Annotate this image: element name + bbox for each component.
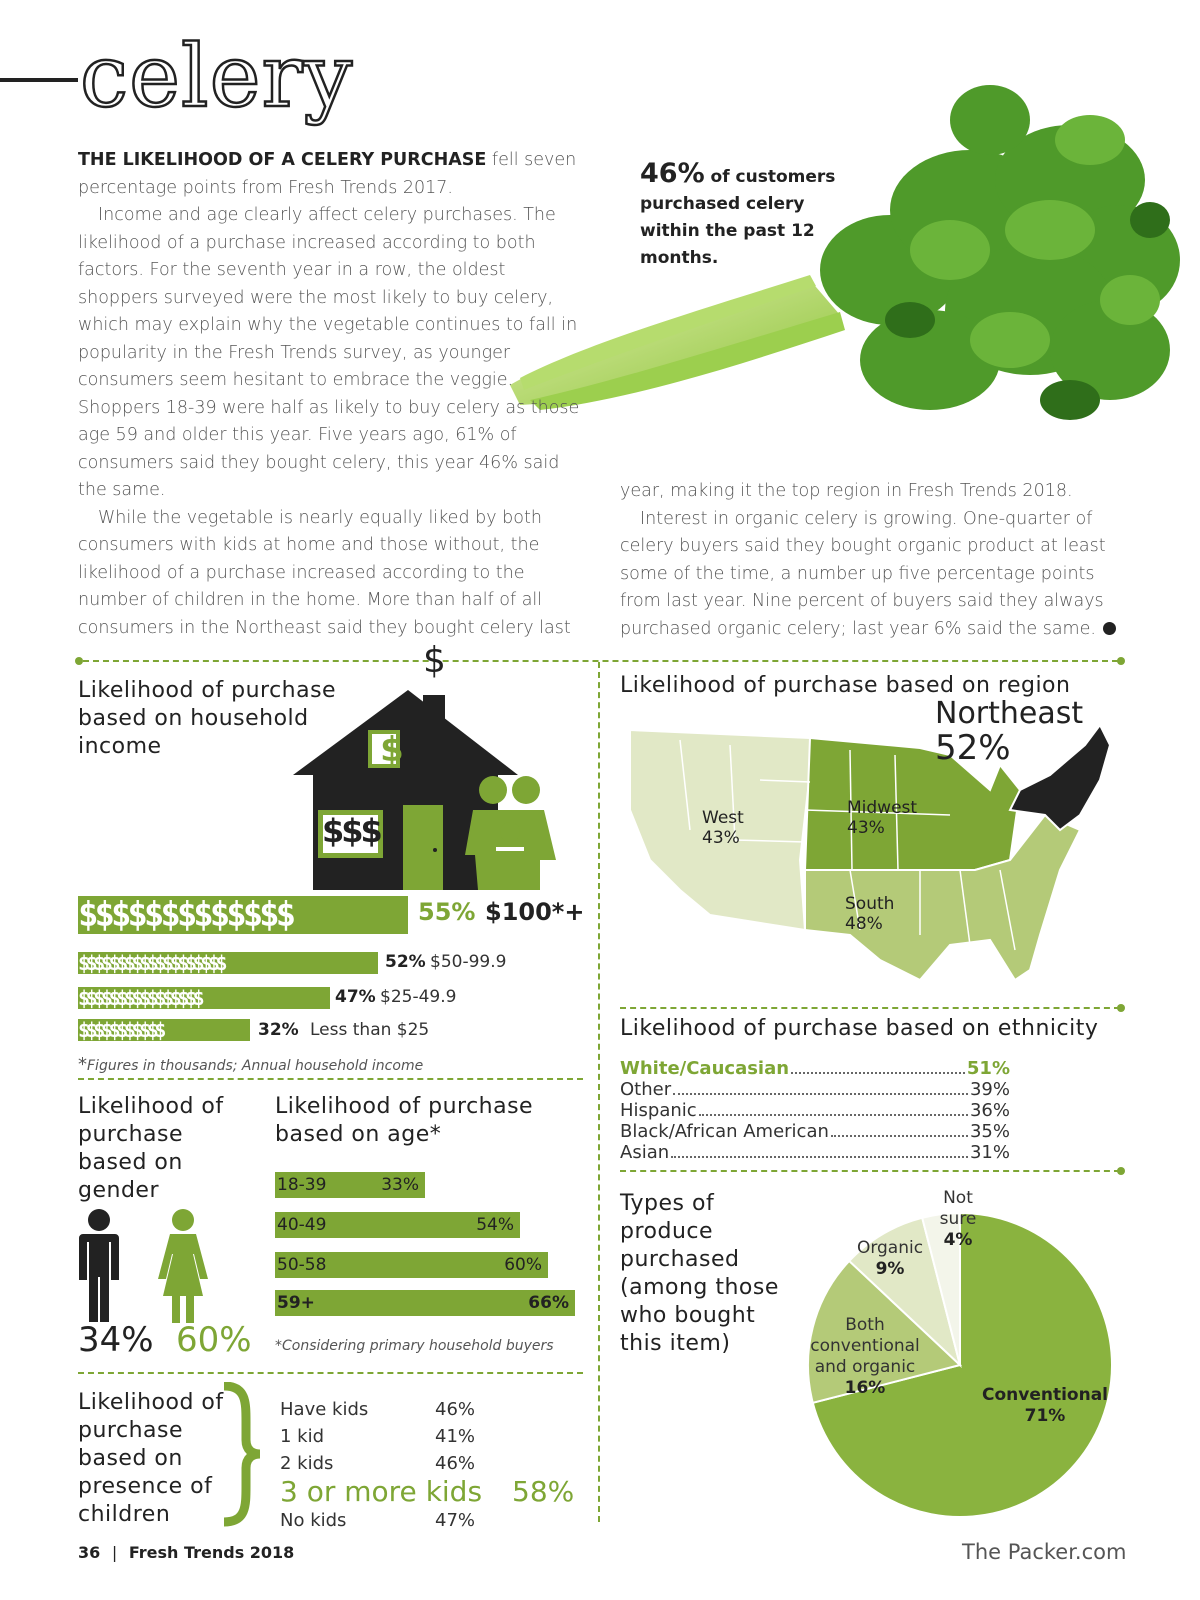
income-note-text: Figures in thousands; Annual household income	[87, 1058, 424, 1074]
pie-label-name: Organic	[856, 1238, 924, 1258]
pie-label-name: Not sure	[939, 1188, 977, 1229]
map-west-value: 43%	[702, 828, 740, 848]
income-label-less25: Less than $25	[310, 1020, 430, 1040]
gender-title: Likelihood of purchase based on gender	[78, 1094, 224, 1203]
divider-dot	[75, 657, 83, 665]
income-label-50: $50-99.9	[430, 952, 507, 972]
gender-figures	[75, 1208, 225, 1323]
ethnicity-label: Asian	[620, 1142, 670, 1163]
age-note: *Considering primary household buyers	[275, 1338, 554, 1354]
income-bar-100plus: $$$$$$$$$$$$$	[78, 896, 408, 934]
children-row-have: Have kids	[280, 1399, 369, 1420]
children-val-3plus: 58%	[512, 1475, 575, 1508]
pie-label-name: Conventional	[981, 1385, 1108, 1405]
age-bar-label: 59+	[277, 1293, 315, 1313]
children-title: Likelihood of purchase based on presence of children	[78, 1390, 224, 1527]
brace-icon	[218, 1382, 263, 1527]
produce-title: Types of produce purchased (among those who bought this item)	[620, 1191, 779, 1356]
region-title: Likelihood of purchase based on region	[620, 673, 1071, 698]
house-chimney-dollar: $	[423, 640, 446, 681]
publication-name: Fresh Trends 2018	[128, 1543, 295, 1562]
ethnicity-row	[620, 1100, 1010, 1121]
age-bar-label: 18-39	[277, 1175, 327, 1195]
map-label-west	[702, 808, 744, 848]
article-lead: THE LIKELIHOOD OF A CELERY PURCHASE	[78, 150, 487, 170]
ethnicity-label: Hispanic	[620, 1100, 697, 1121]
map-northeast	[1010, 725, 1110, 830]
callout	[640, 160, 860, 272]
divider-left-1	[78, 1078, 583, 1080]
divider-vertical	[598, 662, 600, 1522]
children-val-have: 46%	[435, 1399, 476, 1420]
children-val-1kid: 41%	[435, 1426, 476, 1447]
pie-label-both	[800, 1315, 930, 1399]
article-p3: While the vegetable is nearly equally liked by both consumers with kids at home and those without, the likelihood of a purchase increased according to the number of children in the home. More than half of all consumers in the Northeast said they bought celery last	[78, 507, 571, 638]
income-pct-25: 47%	[335, 987, 376, 1007]
map-label-northeast-name: Northeast	[935, 696, 1084, 731]
income-label-25: $25-49.9	[380, 987, 457, 1007]
article-p5: Interest in organic celery is growing. One-quarter of celery buyers said they bought organic product at least some of the time, a number up five percentage points from last year. Nine percent of buyers said they always purchased organic celery; last year 6% said the same.	[620, 508, 1106, 639]
divider-dot	[1117, 657, 1125, 665]
ethnicity-list	[620, 1058, 1010, 1163]
house-family-illustration	[288, 655, 558, 890]
children-val-nokids: 47%	[435, 1510, 476, 1531]
age-bar-59plus	[275, 1290, 575, 1316]
age-bar-value: 54%	[476, 1215, 514, 1235]
article-p4: year, making it the top region in Fresh Trends 2018.	[620, 481, 1073, 501]
pie-label-name: Both conventional and organic	[810, 1315, 920, 1377]
divider-right-2	[620, 1170, 1120, 1172]
age-bar-label: 40-49	[277, 1215, 327, 1235]
ethnicity-label: White/Caucasian	[620, 1058, 790, 1079]
callout-text-1: of customers	[704, 167, 836, 187]
ethnicity-row	[620, 1121, 1010, 1142]
end-mark-icon	[1103, 622, 1116, 635]
ethnicity-row	[620, 1079, 1010, 1100]
article-p2: Income and age clearly affect celery purchases. The likelihood of a purchase increased according to both factors. For the seventh year in a row, the oldest shoppers surveyed were the most likely to buy celery, which may explain why the vegetable continues to fall in popularity in the Fresh Trends survey, as younger consumers seem hesitant to embrace the veggie. Shoppers 18-39 were half as likely to buy celery as those age 59 and older this year. Five years ago, 61% of consumers said they bought celery, this year 46% said the same.	[78, 205, 580, 500]
map-label-south	[845, 894, 894, 934]
map-midwest-value: 43%	[847, 818, 885, 838]
map-west-name: West	[702, 808, 744, 828]
article-right-column	[620, 478, 1125, 643]
divider-dot	[1117, 1004, 1125, 1012]
footer-site: The Packer.com	[962, 1540, 1127, 1564]
age-bar-18-39	[275, 1172, 425, 1198]
ethnicity-value: 35%	[969, 1121, 1010, 1142]
income-pct-50: 52%	[385, 952, 426, 972]
map-south-value: 48%	[845, 914, 883, 934]
divider-right-1	[620, 1007, 1120, 1009]
footer-left	[78, 1543, 294, 1562]
callout-text-2: purchased celery within the past 12 months.	[640, 194, 815, 268]
ethnicity-value: 36%	[969, 1100, 1010, 1121]
age-bar-label: 50-58	[277, 1255, 327, 1275]
age-bar-value: 33%	[381, 1175, 419, 1195]
ethnicity-label: Black/African American	[620, 1121, 829, 1142]
children-row-nokids: No kids	[280, 1510, 347, 1531]
pie-label-organic	[845, 1238, 935, 1280]
income-note	[78, 1054, 423, 1075]
us-region-map	[620, 720, 1120, 1005]
ethnicity-row	[620, 1058, 1010, 1079]
children-row-3plus: 3 or more kids	[280, 1475, 483, 1508]
ethnicity-row	[620, 1142, 1010, 1163]
ethnicity-title: Likelihood of purchase based on ethnicity	[620, 1016, 1099, 1041]
ethnicity-value: 31%	[969, 1142, 1010, 1163]
age-bar-40-49	[275, 1212, 520, 1238]
female-icon	[158, 1209, 208, 1323]
pie-label-value: 4%	[943, 1230, 973, 1250]
age-title: Likelihood of purchase based on age*	[275, 1094, 534, 1147]
ethnicity-label: Other	[620, 1079, 672, 1100]
pie-label-value: 16%	[844, 1378, 886, 1398]
article-p1: fell seven percentage points from Fresh Trends 2017.	[78, 150, 577, 198]
children-val-2kids: 46%	[435, 1453, 476, 1474]
house-big-dollars: $$$	[322, 812, 380, 850]
income-note-star: *	[78, 1054, 87, 1075]
income-pct-less25: 32%	[258, 1020, 299, 1040]
income-pct-100plus: 55%	[418, 898, 476, 926]
map-label-midwest	[847, 798, 917, 838]
divider-dot	[1117, 1167, 1125, 1175]
age-bar-50-58	[275, 1252, 548, 1278]
house-window-dollar: $	[380, 730, 404, 770]
income-label-100plus: $100*+	[485, 898, 585, 926]
gender-male-pct: 34%	[78, 1320, 154, 1360]
children-row-1kid: 1 kid	[280, 1426, 325, 1447]
pie-label-value: 9%	[875, 1259, 905, 1279]
page-title: celery	[80, 27, 354, 127]
page-number: 36	[78, 1543, 101, 1562]
map-midwest-name: Midwest	[847, 798, 918, 818]
divider-top	[83, 660, 1118, 662]
callout-percent: 46%	[640, 158, 705, 189]
income-title: Likelihood of purchase based on household income	[78, 678, 337, 759]
article-left-column	[78, 147, 583, 642]
gender-female-pct: 60%	[176, 1320, 252, 1360]
map-south-name: South	[845, 894, 895, 914]
age-bar-value: 66%	[528, 1293, 569, 1313]
divider-left-2	[78, 1372, 583, 1374]
ethnicity-value: 39%	[969, 1079, 1010, 1100]
male-icon	[79, 1209, 119, 1322]
children-row-2kids: 2 kids	[280, 1453, 334, 1474]
pie-label-not-sure	[928, 1188, 988, 1251]
income-bar-25: $$$$$$$$$$$$$$$$	[78, 987, 330, 1009]
income-bar-less25: $$$$$$$$$$$	[78, 1019, 250, 1041]
title-rule	[0, 78, 78, 82]
pie-label-conventional	[975, 1385, 1115, 1427]
income-bar-50: $$$$$$$$$$$$$$$$$$$	[78, 952, 378, 974]
pie-label-value: 71%	[1024, 1406, 1066, 1426]
map-label-northeast-value: 52%	[935, 728, 1011, 768]
age-bar-value: 60%	[504, 1255, 542, 1275]
footer-separator: |	[111, 1543, 118, 1562]
ethnicity-value: 51%	[966, 1058, 1010, 1079]
